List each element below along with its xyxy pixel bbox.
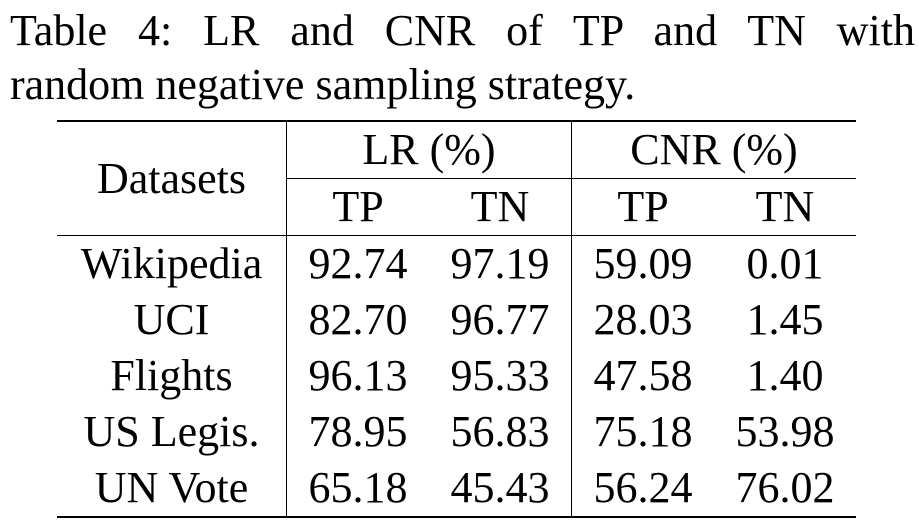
- cell-cnr-tp: 59.09: [572, 236, 715, 293]
- cell-dataset: UCI: [57, 292, 287, 348]
- cell-cnr-tp: 56.24: [572, 460, 715, 517]
- cell-cnr-tn: 1.45: [746, 295, 824, 344]
- cell-lr-tp: 92.74: [287, 236, 430, 293]
- header-lr-tn: TN: [429, 179, 572, 236]
- caption-label: Table 4:: [10, 6, 173, 55]
- cell-lr-tn: 96.77: [429, 292, 572, 348]
- cell-cnr-tn: 1.40: [746, 351, 824, 400]
- cell-lr-tp: 78.95: [308, 407, 408, 456]
- cell-dataset: Flights: [57, 348, 287, 404]
- header-row-groups: [57, 121, 856, 179]
- cell-dataset: Wikipedia: [57, 236, 287, 293]
- cell-cnr-tn: 76.02: [714, 460, 856, 517]
- cell-lr-tp: 82.70: [308, 295, 408, 344]
- cell-cnr-tp: 47.58: [593, 351, 693, 400]
- table-row: [57, 292, 856, 348]
- cell-cnr-tn: 0.01: [714, 236, 856, 293]
- cell-lr-tn: 97.19: [429, 236, 572, 293]
- cell-lr-tp: 96.13: [308, 351, 408, 400]
- table-row: [57, 460, 856, 517]
- table-row: [57, 348, 856, 404]
- table-caption: [10, 4, 915, 112]
- cell-lr-tn: 95.33: [429, 348, 572, 404]
- caption-line-2: random negative sampling strategy.: [10, 60, 636, 109]
- results-table: [57, 120, 856, 518]
- cell-cnr-tp: 28.03: [593, 295, 693, 344]
- header-lr-group: LR (%): [287, 121, 572, 179]
- cell-cnr-tn: 53.98: [735, 407, 835, 456]
- cell-dataset: UN Vote: [57, 460, 287, 517]
- cell-lr-tn: 45.43: [429, 460, 572, 517]
- caption-text-1: LR and CNR of TP and TN with: [203, 6, 915, 55]
- header-cnr-tn: TN: [714, 179, 856, 236]
- cell-dataset: US Legis.: [57, 404, 287, 460]
- cell-lr-tn: 56.83: [429, 404, 572, 460]
- header-cnr-tp: TP: [572, 179, 715, 236]
- table-row: [57, 236, 856, 293]
- cell-cnr-tp: 75.18: [593, 407, 693, 456]
- caption-line-1: [10, 4, 915, 58]
- cell-lr-tp: 65.18: [287, 460, 430, 517]
- table-row: [57, 404, 856, 460]
- header-cnr-group: CNR (%): [572, 121, 857, 179]
- header-lr-tp: TP: [287, 179, 430, 236]
- header-datasets: Datasets: [57, 121, 287, 236]
